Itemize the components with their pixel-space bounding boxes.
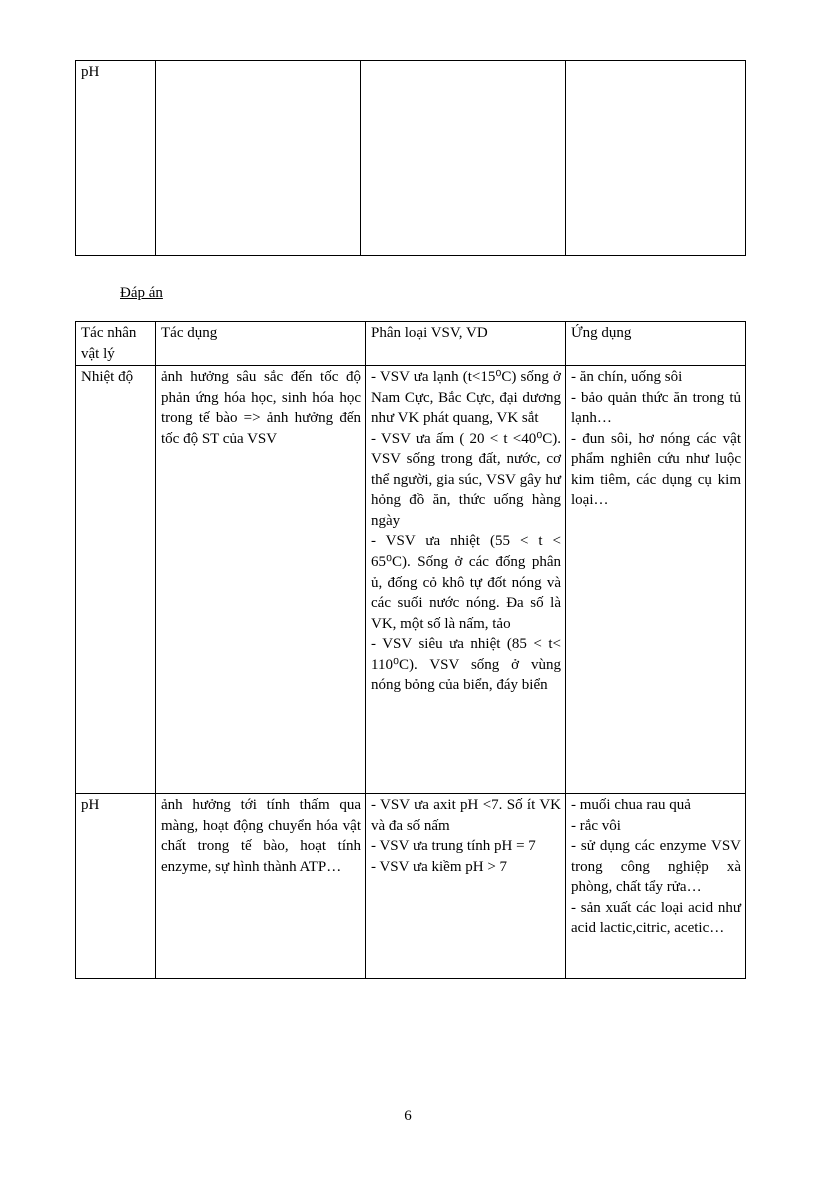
- classification-item: - VSV ưa lạnh (t<15⁰C) sống ở Nam Cực, Bắc Cực, đại dương như VK phát quang, VK sắt: [371, 369, 561, 427]
- classification-item: - VSV siêu ưa nhiệt (85 < t< 110⁰C). VSV sống ở vùng nóng bỏng của biển, đáy biển: [371, 636, 561, 694]
- cell-classification-ph: [366, 794, 566, 979]
- answer-table-header-row: [76, 322, 746, 366]
- classification-item: - VSV ưa axit pH <7. Số ít VK và đa số nấm: [371, 797, 561, 834]
- application-item: - rắc vôi: [571, 817, 621, 834]
- page-number: 6: [404, 1108, 412, 1124]
- application-item: - đun sôi, hơ nóng các vật phẩm nghiên cứu như luộc kim tiêm, các dụng cụ kim loại…: [571, 430, 741, 509]
- cell-effect-ph: [156, 794, 366, 979]
- document-page: [0, 60, 816, 1124]
- classification-item: - VSV ưa nhiệt (55 < t < 65⁰C). Sống ở các đống phân ủ, đống cỏ khô tự đốt nóng và các suối nước nóng. Đa số là VK, một số là nấm, tảo: [371, 533, 561, 632]
- header-application: Ứng dụng: [566, 322, 746, 366]
- top-table-row: [76, 61, 746, 256]
- row-temperature: [76, 366, 746, 794]
- classification-item: - VSV ưa trung tính pH = 7: [371, 838, 536, 855]
- answer-table: [75, 321, 746, 979]
- cell-agent-temperature: Nhiệt độ: [76, 366, 156, 794]
- effect-text: ảnh hưởng sâu sắc đến tốc độ phản ứng hóa học, sinh hóa học trong tế bào => ảnh hưởng đến tốc độ ST của VSV: [161, 369, 361, 447]
- application-item: - sản xuất các loại acid như acid lactic,citric, acetic…: [571, 899, 741, 937]
- answer-heading: Đáp án: [120, 285, 163, 301]
- top-partial-table: [75, 60, 746, 256]
- cell-application-ph: [566, 794, 746, 979]
- effect-text: ảnh hưởng tới tính thấm qua màng, hoạt động chuyển hóa vật chất trong tế bào, hoạt tính enzyme, sự hình thành ATP…: [161, 797, 361, 875]
- top-table-empty-cell-3: [566, 61, 746, 256]
- row-ph: [76, 794, 746, 979]
- classification-item: - VSV ưa ấm ( 20 < t <40⁰C). VSV sống trong đất, nước, cơ thể người, gia súc, VSV gây hư hỏng đồ ăn, thức uống hàng ngày: [371, 430, 561, 529]
- classification-item: - VSV ưa kiềm pH > 7: [371, 858, 508, 875]
- header-classification: Phân loại VSV, VD: [366, 322, 566, 366]
- application-item: - muối chua rau quả: [571, 797, 691, 814]
- top-table-empty-cell-1: [156, 61, 361, 256]
- application-item: - ăn chín, uống sôi: [571, 369, 683, 386]
- top-table-ph-label: pH: [76, 61, 156, 256]
- cell-agent-ph: pH: [76, 794, 156, 979]
- cell-classification-temperature: [366, 366, 566, 794]
- header-effect: Tác dụng: [156, 322, 366, 366]
- application-item: - bảo quản thức ăn trong tủ lạnh…: [571, 389, 741, 427]
- top-table-empty-cell-2: [361, 61, 566, 256]
- header-physical-agent: Tác nhân vật lý: [76, 322, 156, 366]
- application-item: - sử dụng các enzyme VSV trong công nghiệp xà phòng, chất tẩy rửa…: [571, 838, 741, 896]
- cell-effect-temperature: [156, 366, 366, 794]
- cell-application-temperature: [566, 366, 746, 794]
